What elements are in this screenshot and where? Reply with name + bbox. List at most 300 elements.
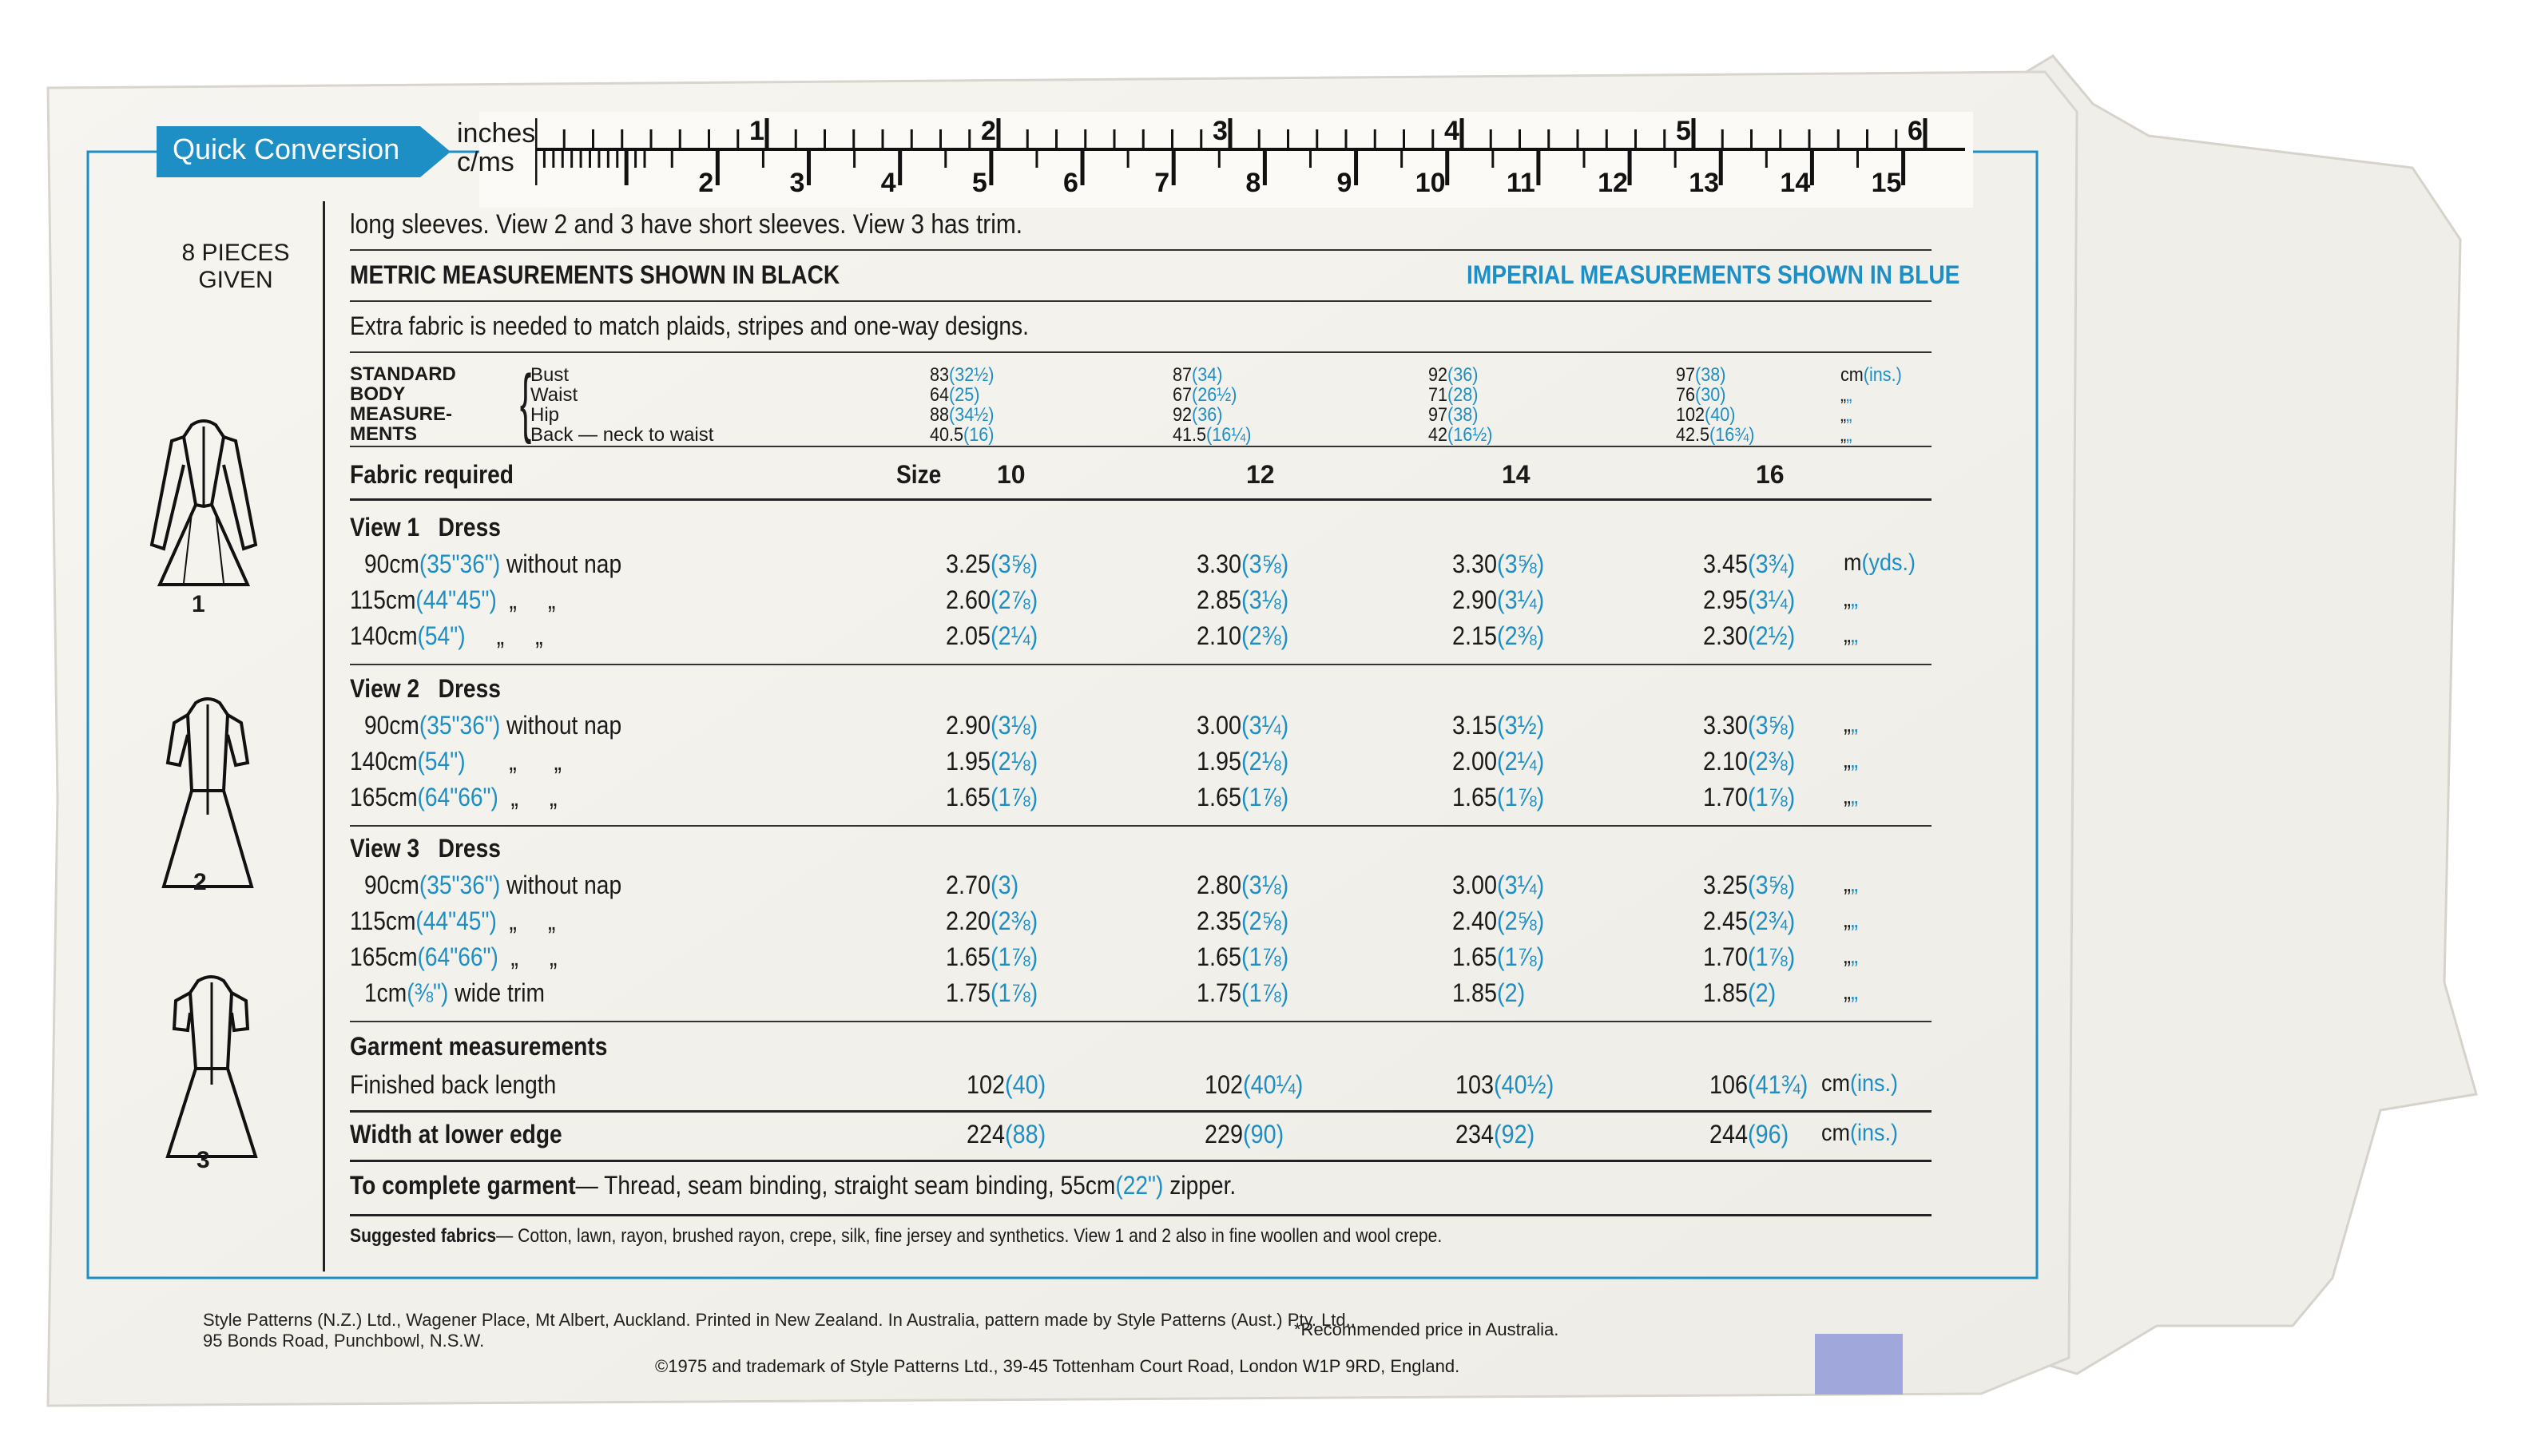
imperial-value: (40) <box>1705 404 1736 426</box>
view-3-number: 3 <box>197 1147 210 1173</box>
metric-value: „ <box>1844 942 1851 969</box>
yardage-value <box>1452 978 1525 1008</box>
column-divider <box>323 201 325 1272</box>
metric-value: 3.00 <box>1452 871 1498 899</box>
imperial-value: „ <box>1851 907 1858 933</box>
metric-value: 2.90 <box>946 711 991 740</box>
fabric-width-metric: 140cm <box>350 621 418 650</box>
fabric-width-imperial: (35"36") <box>419 549 501 578</box>
metric-value: 2.85 <box>1197 585 1242 614</box>
metric-value: 42 <box>1428 424 1448 446</box>
metric-value: 1.85 <box>1452 978 1498 1007</box>
metric-value: 67 <box>1173 384 1193 406</box>
yardage-unit <box>1844 585 1858 613</box>
width-value <box>1455 1120 1535 1149</box>
body-measurement-value <box>1173 404 1222 426</box>
view-1-number: 1 <box>192 591 205 617</box>
imperial-value: „ <box>1846 384 1852 406</box>
view-title: View 1 Dress <box>350 513 501 542</box>
fabric-width-label <box>350 621 543 651</box>
body-measurement-value <box>930 364 994 387</box>
complete-garment-label: To complete garment <box>350 1171 576 1200</box>
view-2-number: 2 <box>193 869 207 895</box>
fabric-required-label: Fabric required <box>350 460 514 489</box>
yardage-unit <box>1844 978 1858 1006</box>
fabric-width-label <box>350 747 562 776</box>
inch-tick-label: 3 <box>1213 116 1228 146</box>
imperial-value: (96) <box>1748 1120 1789 1149</box>
view-3-dress-sketch <box>144 965 296 1348</box>
body-measurement-value <box>930 404 994 426</box>
metric-value: m <box>1844 549 1862 576</box>
imperial-value: (38) <box>1447 404 1479 426</box>
body-measurement-unit <box>1840 364 1902 387</box>
zipper-length-imperial: (22") <box>1115 1171 1164 1200</box>
yardage-value <box>1197 711 1288 740</box>
complete-garment-text: — Thread, seam binding, straight seam binding, 55cm <box>575 1171 1116 1200</box>
imperial-value: (26½) <box>1192 384 1237 406</box>
metric-value: 2.30 <box>1703 621 1749 650</box>
recommended-price-note: *Recommended price in Australia. <box>1294 1319 1559 1339</box>
metric-value: 1.85 <box>1703 978 1749 1007</box>
imperial-value: (2⅝) <box>1497 907 1545 935</box>
metric-value: „ <box>1844 871 1851 897</box>
fabric-width-imperial: (44"45") <box>415 585 497 614</box>
imperial-value: (2) <box>1497 978 1526 1007</box>
imperial-value: (16½) <box>1447 424 1493 446</box>
divider <box>350 498 1932 501</box>
imperial-value: „ <box>1851 621 1858 648</box>
metric-value: „ <box>1840 424 1847 446</box>
complete-garment-end: zipper. <box>1163 1171 1237 1200</box>
publisher-footer <box>203 1310 1356 1351</box>
metric-value: 234 <box>1455 1120 1495 1149</box>
cms-label: c/ms <box>457 147 514 177</box>
metric-value: 42.5 <box>1676 424 1710 446</box>
fabric-width-metric: 115cm <box>350 585 416 614</box>
fabric-description: „ „ <box>465 621 543 650</box>
fabric-description: without nap <box>500 871 622 899</box>
metric-value: 1.65 <box>946 783 991 811</box>
label-line: BODY <box>350 383 406 405</box>
metric-value: „ <box>1844 978 1851 1005</box>
yardage-value <box>1197 585 1288 615</box>
yardage-value <box>1452 871 1544 900</box>
fabric-width-metric: 90cm <box>364 711 419 740</box>
fabric-description: „ „ <box>498 783 558 811</box>
fabric-description: „ „ <box>496 585 556 614</box>
yardage-unit <box>1844 621 1858 649</box>
cm-tick-label: 12 <box>1598 168 1628 198</box>
inches-label: inches <box>457 118 536 149</box>
metric-value: 2.70 <box>946 871 991 899</box>
body-measurement-value <box>930 424 994 446</box>
divider <box>350 300 1932 302</box>
imperial-value: (92) <box>1494 1120 1535 1149</box>
metric-value: 1.75 <box>1197 978 1242 1007</box>
extra-fabric-note: Extra fabric is needed to match plaids, stripes and one-way designs. <box>350 311 1029 340</box>
yardage-value <box>1703 585 1795 615</box>
fabric-width-label <box>364 871 621 900</box>
metric-value: „ <box>1844 585 1851 612</box>
width-value <box>1709 1120 1789 1149</box>
metric-value: 2.20 <box>946 907 991 935</box>
back-length-value <box>1455 1070 1554 1100</box>
suggested-fabrics-text: — Cotton, lawn, rayon, brushed rayon, crepe, silk, fine jersey and synthetics. View 1 and 2 also in fine woollen and wool crepe. <box>496 1225 1443 1247</box>
imperial-value: (1⅞) <box>1497 942 1545 971</box>
brace: { <box>519 359 532 445</box>
metric-value: „ <box>1844 621 1851 648</box>
cm-tick-label: 7 <box>1154 168 1170 198</box>
metric-value: cm <box>1840 364 1864 386</box>
yardage-value <box>1197 783 1288 812</box>
metric-value: cm <box>1821 1070 1850 1097</box>
fabric-width-imperial: (64"66") <box>417 783 498 811</box>
size-heading: 16 <box>1756 460 1785 489</box>
imperial-value: (1⅞) <box>1748 783 1796 811</box>
metric-value: 2.90 <box>1452 585 1498 614</box>
inch-tick-label: 6 <box>1908 116 1923 146</box>
metric-value: „ <box>1844 783 1851 809</box>
fabric-width-label <box>364 978 545 1008</box>
yardage-value <box>1703 711 1795 740</box>
yardage-unit <box>1844 871 1858 898</box>
yardage-value <box>1452 747 1544 776</box>
imperial-value: (90) <box>1243 1120 1284 1149</box>
conversion-ruler <box>535 112 1973 200</box>
metric-value: „ <box>1844 711 1851 737</box>
finished-back-length-label: Finished back length <box>350 1070 557 1099</box>
imperial-value: (2⅜) <box>1497 621 1545 650</box>
divider <box>350 664 1932 665</box>
imperial-value: (2⅛) <box>991 747 1038 776</box>
metric-value: 41.5 <box>1173 424 1207 446</box>
yardage-value <box>1452 942 1544 972</box>
metric-value: 3.30 <box>1197 549 1242 578</box>
copyright-line: ©1975 and trademark of Style Patterns Ltd., 39-45 Tottenham Court Road, London W1P 9RD, England. <box>655 1356 1460 1376</box>
inch-tick-label: 4 <box>1444 116 1459 146</box>
fabric-width-label <box>364 549 621 579</box>
fabric-description: „ „ <box>496 907 556 935</box>
imperial-value: (3¼) <box>1748 585 1796 614</box>
imperial-value: (41¾) <box>1748 1070 1808 1099</box>
metric-note: METRIC MEASUREMENTS SHOWN IN BLACK <box>350 260 840 289</box>
body-measurement-name: Bust <box>530 364 570 386</box>
fabric-width-imperial: (35"36") <box>419 871 501 899</box>
yardage-value <box>1703 747 1795 776</box>
imperial-value: (34½) <box>949 404 995 426</box>
cm-tick-label: 10 <box>1415 168 1446 198</box>
yardage-unit <box>1844 711 1858 738</box>
metric-value: 71 <box>1428 384 1448 406</box>
metric-value: 1.95 <box>946 747 991 776</box>
metric-value: 2.15 <box>1452 621 1498 650</box>
imperial-value: „ <box>1846 404 1852 426</box>
metric-value: 102 <box>1205 1070 1244 1099</box>
back-length-value <box>967 1070 1046 1100</box>
fabric-width-imperial: (64"66") <box>417 942 498 971</box>
imperial-value: (88) <box>1005 1120 1046 1149</box>
suggested-fabrics-label: Suggested fabrics <box>350 1225 497 1247</box>
metric-value: 102 <box>967 1070 1006 1099</box>
inch-tick-label: 2 <box>981 116 996 146</box>
yardage-value <box>946 621 1038 651</box>
body-measurement-value <box>1428 404 1478 426</box>
fabric-width-metric: 140cm <box>350 747 418 776</box>
metric-value: 1.65 <box>1197 783 1242 811</box>
yardage-value <box>1452 585 1544 615</box>
yardage-value <box>1703 549 1795 579</box>
body-measurement-value <box>1173 384 1237 407</box>
cm-tick-label: 14 <box>1780 168 1811 198</box>
size-heading: 14 <box>1502 460 1531 489</box>
complete-garment-line <box>350 1171 1236 1200</box>
metric-value: 1.65 <box>1452 783 1498 811</box>
price-stamp <box>1815 1334 1903 1395</box>
fabric-description: wide trim <box>448 978 545 1007</box>
imperial-value: „ <box>1851 978 1858 1005</box>
metric-value: 64 <box>930 384 950 406</box>
metric-value: 106 <box>1709 1070 1749 1099</box>
metric-value: 1.95 <box>1197 747 1242 776</box>
pieces-given: 8 PIECES GIVEN <box>181 240 290 293</box>
metric-value: 3.25 <box>946 549 991 578</box>
imperial-value: (3⅝) <box>1748 711 1796 740</box>
imperial-value: (3) <box>991 871 1019 899</box>
yardage-value <box>946 585 1038 615</box>
fabric-description: without nap <box>500 711 622 740</box>
metric-value: 2.45 <box>1703 907 1749 935</box>
size-label: Size <box>896 460 942 489</box>
intro-text: long sleeves. View 2 and 3 have short sleeves. View 3 has trim. <box>350 209 1023 240</box>
metric-value: 3.30 <box>1703 711 1749 740</box>
imperial-value: (2¾) <box>1748 907 1796 935</box>
imperial-value: (2⅞) <box>991 585 1038 614</box>
imperial-value: (1⅞) <box>1497 783 1545 811</box>
inch-tick-label: 5 <box>1676 116 1691 146</box>
fabric-width-imperial: (35"36") <box>419 711 501 740</box>
size-heading: 10 <box>997 460 1026 489</box>
metric-value: 2.95 <box>1703 585 1749 614</box>
divider <box>350 446 1932 447</box>
metric-value: 229 <box>1205 1120 1244 1149</box>
metric-value: 1.65 <box>1452 942 1498 971</box>
imperial-value: (3¼) <box>1241 711 1289 740</box>
divider <box>350 249 1932 251</box>
imperial-value: (2) <box>1748 978 1777 1007</box>
yardage-value <box>946 711 1038 740</box>
imperial-value: „ <box>1851 783 1858 809</box>
fabric-width-metric: 115cm <box>350 907 416 935</box>
imperial-value: (1⅞) <box>991 783 1038 811</box>
metric-value: 2.60 <box>946 585 991 614</box>
metric-value: 103 <box>1455 1070 1495 1099</box>
imperial-value: (34) <box>1192 364 1223 386</box>
metric-value: 2.80 <box>1197 871 1242 899</box>
metric-value: „ <box>1840 404 1847 426</box>
back-length-value <box>1709 1070 1808 1100</box>
view-title: View 3 Dress <box>350 834 501 863</box>
imperial-value: (3⅛) <box>991 711 1038 740</box>
divider <box>350 1021 1932 1022</box>
cm-tick-label: 4 <box>880 168 896 198</box>
cm-tick-label: 11 <box>1506 168 1535 198</box>
metric-value: 102 <box>1676 404 1705 426</box>
metric-value: 1.70 <box>1703 783 1749 811</box>
standard-body-measurements-label <box>350 364 456 444</box>
imperial-value: (3⅝) <box>1241 549 1289 578</box>
body-measurement-value <box>1428 384 1478 407</box>
back-length-value <box>1205 1070 1303 1100</box>
yardage-value <box>1197 907 1288 936</box>
metric-value: 40.5 <box>930 424 964 446</box>
metric-value: 2.00 <box>1452 747 1498 776</box>
metric-value: 224 <box>967 1120 1006 1149</box>
cm-tick-label: 8 <box>1245 168 1261 198</box>
body-measurement-value <box>1173 364 1222 387</box>
metric-value: 87 <box>1173 364 1193 386</box>
suggested-fabrics-line <box>350 1225 1442 1248</box>
imperial-value: (2¼) <box>1497 747 1545 776</box>
metric-value: 83 <box>930 364 950 386</box>
body-measurement-unit <box>1840 424 1852 446</box>
width-lower-edge-label: Width at lower edge <box>350 1120 562 1149</box>
imperial-value: (1⅞) <box>1241 942 1289 971</box>
inch-tick-label: 1 <box>749 116 764 146</box>
imperial-value: (1⅞) <box>1241 783 1289 811</box>
metric-value: 2.35 <box>1197 907 1242 935</box>
yardage-value <box>1452 907 1544 936</box>
imperial-value: (28) <box>1447 384 1479 406</box>
label-line: STANDARD <box>350 363 456 385</box>
imperial-value: (2⅜) <box>1241 621 1289 650</box>
metric-value: 3.25 <box>1703 871 1749 899</box>
fabric-description: „ „ <box>465 747 562 776</box>
width-value <box>967 1120 1046 1149</box>
imperial-value: „ <box>1851 747 1858 773</box>
imperial-value: (ins.) <box>1863 364 1902 386</box>
fabric-description: „ „ <box>498 942 558 971</box>
cm-tick-label: 3 <box>789 168 805 198</box>
metric-value: „ <box>1844 747 1851 773</box>
metric-value: 2.10 <box>1703 747 1749 776</box>
imperial-value: (3⅝) <box>1497 549 1545 578</box>
yardage-value <box>1452 783 1544 812</box>
yardage-value <box>1703 907 1795 936</box>
metric-value: 3.45 <box>1703 549 1749 578</box>
width-unit <box>1821 1120 1898 1147</box>
cm-tick-label: 6 <box>1063 168 1078 198</box>
body-measurement-value <box>1676 364 1725 387</box>
imperial-value: (40½) <box>1494 1070 1554 1099</box>
metric-value: cm <box>1821 1120 1850 1146</box>
cm-tick-label: 5 <box>971 168 987 198</box>
fabric-width-metric: 165cm <box>350 783 418 811</box>
cm-tick-label: 15 <box>1871 168 1902 198</box>
metric-value: 92 <box>1428 364 1448 386</box>
cm-tick-label: 2 <box>698 168 714 198</box>
fabric-width-metric: 90cm <box>364 549 419 578</box>
imperial-value: (3⅛) <box>1241 871 1289 899</box>
imperial-value: (yds.) <box>1861 549 1916 576</box>
metric-value: 2.05 <box>946 621 991 650</box>
metric-value: 3.30 <box>1452 549 1498 578</box>
imperial-value: (2⅜) <box>1748 747 1796 776</box>
yardage-value <box>1703 978 1776 1008</box>
yardage-value <box>946 942 1038 972</box>
body-measurement-name: Hip <box>530 404 560 426</box>
yardage-value <box>1197 549 1288 579</box>
fabric-width-metric: 165cm <box>350 942 418 971</box>
body-measurement-unit <box>1840 404 1852 426</box>
imperial-value: (3½) <box>1497 711 1545 740</box>
imperial-value: (30) <box>1695 384 1726 406</box>
imperial-value: (2⅜) <box>991 907 1038 935</box>
cm-tick-label: 9 <box>1336 168 1352 198</box>
yardage-value <box>1703 871 1795 900</box>
fabric-width-label <box>350 783 557 812</box>
imperial-value: (3¼) <box>1497 871 1545 899</box>
garment-measurements-title: Garment measurements <box>350 1032 608 1061</box>
imperial-value: (40¼) <box>1243 1070 1304 1099</box>
imperial-value: (3¼) <box>1497 585 1545 614</box>
yardage-value <box>1703 621 1795 651</box>
imperial-value: (1⅞) <box>1748 942 1796 971</box>
metric-value: 2.10 <box>1197 621 1242 650</box>
metric-value: 244 <box>1709 1120 1749 1149</box>
body-measurement-name: Back — neck to waist <box>530 424 714 446</box>
metric-value: 1.65 <box>1197 942 1242 971</box>
body-measurement-value <box>1428 424 1492 446</box>
yardage-unit <box>1844 549 1916 577</box>
metric-value: 97 <box>1428 404 1448 426</box>
imperial-value: (3⅝) <box>991 549 1038 578</box>
divider <box>350 825 1932 827</box>
yardage-value <box>946 747 1038 776</box>
yardage-value <box>1452 621 1544 651</box>
quick-conversion-label: Quick Conversion <box>173 133 400 165</box>
imperial-value: (3⅛) <box>1241 585 1289 614</box>
imperial-value: „ <box>1851 871 1858 897</box>
imperial-value: (2½) <box>1748 621 1796 650</box>
size-heading: 12 <box>1246 460 1275 489</box>
metric-value: 2.40 <box>1452 907 1498 935</box>
yardage-unit <box>1844 747 1858 774</box>
body-measurement-value <box>1676 404 1735 426</box>
imperial-value: (ins.) <box>1850 1070 1899 1097</box>
fabric-description: without nap <box>500 549 622 578</box>
fabric-width-metric: 1cm <box>364 978 407 1007</box>
yardage-value <box>946 978 1038 1008</box>
yardage-value <box>1452 711 1544 740</box>
body-measurement-value <box>1428 364 1478 387</box>
left-panel <box>128 192 343 1230</box>
divider <box>350 1214 1932 1216</box>
imperial-value: (3¾) <box>1748 549 1796 578</box>
body-measurement-unit <box>1840 384 1852 407</box>
imperial-value: (25) <box>949 384 980 406</box>
imperial-value: „ <box>1851 942 1858 969</box>
imperial-value: (2¼) <box>991 621 1038 650</box>
imperial-value: (1⅞) <box>1241 978 1289 1007</box>
fabric-width-label <box>350 585 555 615</box>
yardage-value <box>1703 942 1795 972</box>
yardage-value <box>1452 549 1544 579</box>
imperial-value: (2⅛) <box>1241 747 1289 776</box>
imperial-value: (1⅞) <box>991 978 1038 1007</box>
metric-value: 76 <box>1676 384 1696 406</box>
yardage-value <box>1703 783 1795 812</box>
